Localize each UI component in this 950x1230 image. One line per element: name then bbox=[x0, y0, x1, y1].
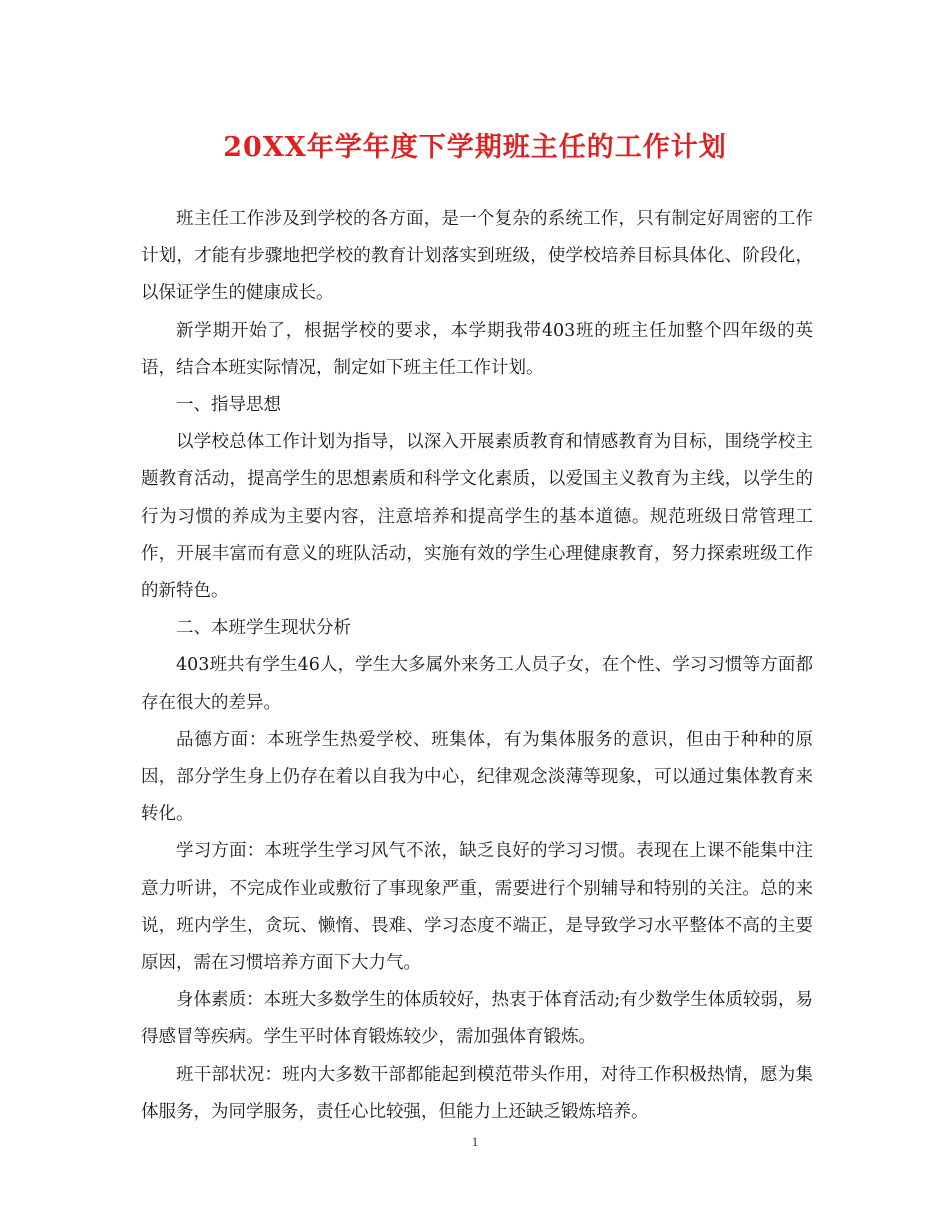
paragraph-background: 新学期开始了，根据学校的要求，本学期我带403班的班主任加整个四年级的英语，结合本班实际情况，制定如下班主任工作计划。 bbox=[141, 320, 813, 378]
paragraph-morality: 品德方面：本班学生热爱学校、班集体，有为集体服务的意识，但由于种种的原因，部分学生身上仍存在着以自我为中心，纪律观念淡薄等现象，可以通过集体教育来转化。 bbox=[141, 729, 813, 825]
paragraph-study: 学习方面：本班学生学习风气不浓，缺乏良好的学习习惯。表现在上课不能集中注意力听讲，不完成作业或敷衍了事现象严重，需要进行个别辅导和特别的关注。总的来说，班内学生，贪玩、懒惰、畏难、学习态度不端正，是导致学习水平整体不高的主要原因，需在习惯培养方面下大力气。 bbox=[141, 841, 813, 974]
section-heading-class-analysis: 二、本班学生现状分析 bbox=[176, 618, 351, 639]
paragraph-class-cadres: 班干部状况：班内大多数干部都能起到模范带头作用，对待工作积极热情，愿为集体服务，为同学服务，责任心比较强，但能力上还缺乏锻炼培养。 bbox=[141, 1064, 813, 1122]
document-body bbox=[141, 201, 813, 1131]
paragraph-guiding-thought: 以学校总体工作计划为指导，以深入开展素质教育和情感教育为目标，围绕学校主题教育活动，提高学生的思想素质和科学文化素质，以爱国主义教育为主线，以学生的行为习惯的养成为主要内容，注意培养和提高学生的基本道德。规范班级日常管理工作，开展丰富而有意义的班队活动，实施有效的学生心理健康教育，努力探索班级工作的新特色。 bbox=[141, 432, 813, 602]
page-number: 1 bbox=[471, 1134, 479, 1149]
paragraph-class-overview: 403班共有学生46人，学生大多属外来务工人员子女，在个性、学习习惯等方面都存在很大的差异。 bbox=[141, 655, 813, 713]
paragraph-physical: 身体素质：本班大多数学生的体质较好，热衷于体育活动;有少数学生体质较弱，易得感冒等疾病。学生平时体育锻炼较少，需加强体育锻炼。 bbox=[141, 990, 813, 1048]
document-title: 20XX年学年度下学期班主任的工作计划 bbox=[223, 132, 727, 163]
paragraph-intro: 班主任工作涉及到学校的各方面，是一个复杂的系统工作，只有制定好周密的工作计划，才能有步骤地把学校的教育计划落实到班级，使学校培养目标具体化、阶段化，以保证学生的健康成长。 bbox=[141, 209, 813, 304]
section-heading-guiding-thought: 一、指导思想 bbox=[176, 395, 281, 416]
